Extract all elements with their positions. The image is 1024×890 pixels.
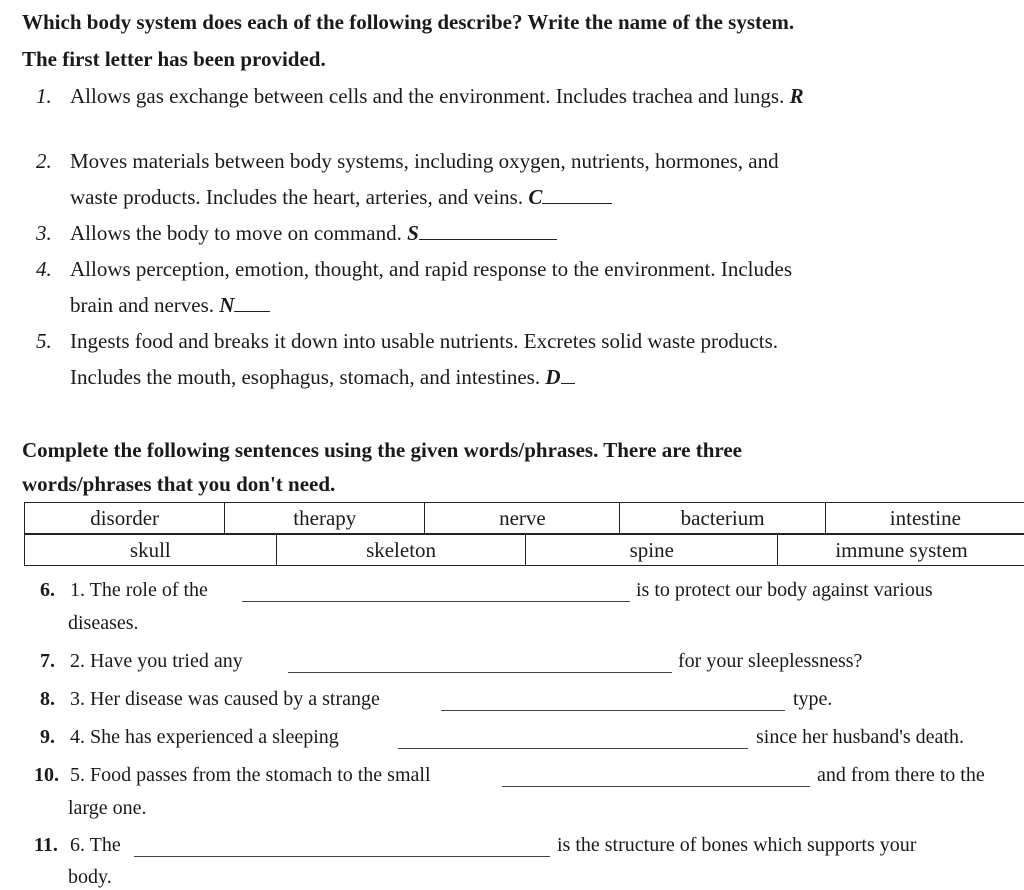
- item-5-number: 5.: [36, 329, 52, 353]
- word-immune-system: immune system: [778, 535, 1024, 566]
- item-10-pre: 5. Food passes from the stomach to the small: [70, 764, 431, 786]
- item-5-line2-wrap: [70, 365, 575, 390]
- item-11-number: 11.: [34, 834, 58, 856]
- section2-instruction-line1: Complete the following sentences using the given words/phrases. There are three: [22, 438, 742, 462]
- item-6-cont: diseases.: [68, 612, 139, 634]
- word-intestine: intestine: [825, 503, 1024, 534]
- item-11-pre: 6. The: [70, 834, 121, 856]
- word-bank-row1: [24, 502, 1024, 534]
- word-disorder: disorder: [25, 503, 225, 534]
- item-7-pre: 2. Have you tried any: [70, 650, 243, 672]
- item-4-number: 4.: [36, 257, 52, 281]
- item-3-line1: Allows the body to move on command.: [70, 221, 402, 245]
- item-2-line2: waste products. Includes the heart, arteries, and veins.: [70, 185, 524, 209]
- word-skull: skull: [25, 535, 277, 566]
- item-2-number: 2.: [36, 149, 52, 173]
- item-3-text: [70, 221, 557, 246]
- item-9-pre: 4. She has experienced a sleeping: [70, 726, 339, 748]
- item-11-blank[interactable]: [134, 856, 550, 857]
- item-4-line2: brain and nerves.: [70, 293, 215, 317]
- item-2-line1: Moves materials between body systems, including oxygen, nutrients, hormones, and: [70, 149, 779, 173]
- item-9-post: since her husband's death.: [756, 726, 964, 748]
- item-3-blank[interactable]: [419, 238, 557, 240]
- section2-instruction-line2: words/phrases that you don't need.: [22, 472, 336, 496]
- item-7-number: 7.: [40, 650, 55, 672]
- item-5-letter: D: [545, 365, 561, 389]
- word-nerve: nerve: [425, 503, 620, 534]
- section1-instruction-line1: Which body system does each of the following describe? Write the name of the system.: [22, 10, 795, 34]
- item-10-post: and from there to the: [817, 764, 985, 786]
- item-4-letter: N: [219, 293, 235, 317]
- item-8-post: type.: [793, 688, 833, 710]
- item-4-line1: Allows perception, emotion, thought, and rapid response to the environment. Includes: [70, 257, 793, 281]
- item-4-line2-wrap: [70, 293, 270, 318]
- item-5-line1: Ingests food and breaks it down into usable nutrients. Excretes solid waste products.: [70, 329, 779, 353]
- item-1-letter: R: [789, 84, 804, 108]
- item-4-blank[interactable]: [234, 310, 270, 312]
- item-2-letter: C: [528, 185, 543, 209]
- item-1-number: 1.: [36, 84, 52, 108]
- section1-instruction-line2: The first letter has been provided.: [22, 47, 326, 71]
- item-10-blank[interactable]: [502, 786, 810, 787]
- item-6-blank[interactable]: [242, 601, 630, 602]
- item-11-cont: body.: [68, 866, 112, 888]
- item-1-text: [70, 84, 804, 109]
- item-5-blank[interactable]: [561, 382, 575, 384]
- item-10-cont: large one.: [68, 797, 147, 819]
- item-2-line2-wrap: [70, 185, 612, 210]
- item-6-pre: 1. The role of the: [70, 579, 208, 601]
- item-3-letter: S: [407, 221, 419, 245]
- item-8-blank[interactable]: [441, 710, 785, 711]
- item-9-number: 9.: [40, 726, 55, 748]
- item-8-pre: 3. Her disease was caused by a strange: [70, 688, 380, 710]
- item-1-line1: Allows gas exchange between cells and the environment. Includes trachea and lungs.: [70, 84, 785, 108]
- item-6-number: 6.: [40, 579, 55, 601]
- item-8-number: 8.: [40, 688, 55, 710]
- item-6-post: is to protect our body against various: [636, 579, 933, 601]
- item-7-post: for your sleeplessness?: [678, 650, 863, 672]
- word-spine: spine: [526, 535, 778, 566]
- item-11-post: is the structure of bones which supports your: [557, 834, 917, 856]
- item-5-line2: Includes the mouth, esophagus, stomach, and intestines.: [70, 365, 541, 389]
- word-therapy: therapy: [225, 503, 425, 534]
- word-bacterium: bacterium: [620, 503, 825, 534]
- item-3-number: 3.: [36, 221, 52, 245]
- word-skeleton: skeleton: [276, 535, 526, 566]
- item-9-blank[interactable]: [398, 748, 748, 749]
- word-bank-row2: [24, 534, 1024, 566]
- item-10-number: 10.: [34, 764, 59, 786]
- item-7-blank[interactable]: [288, 672, 672, 673]
- item-2-blank[interactable]: [542, 202, 612, 204]
